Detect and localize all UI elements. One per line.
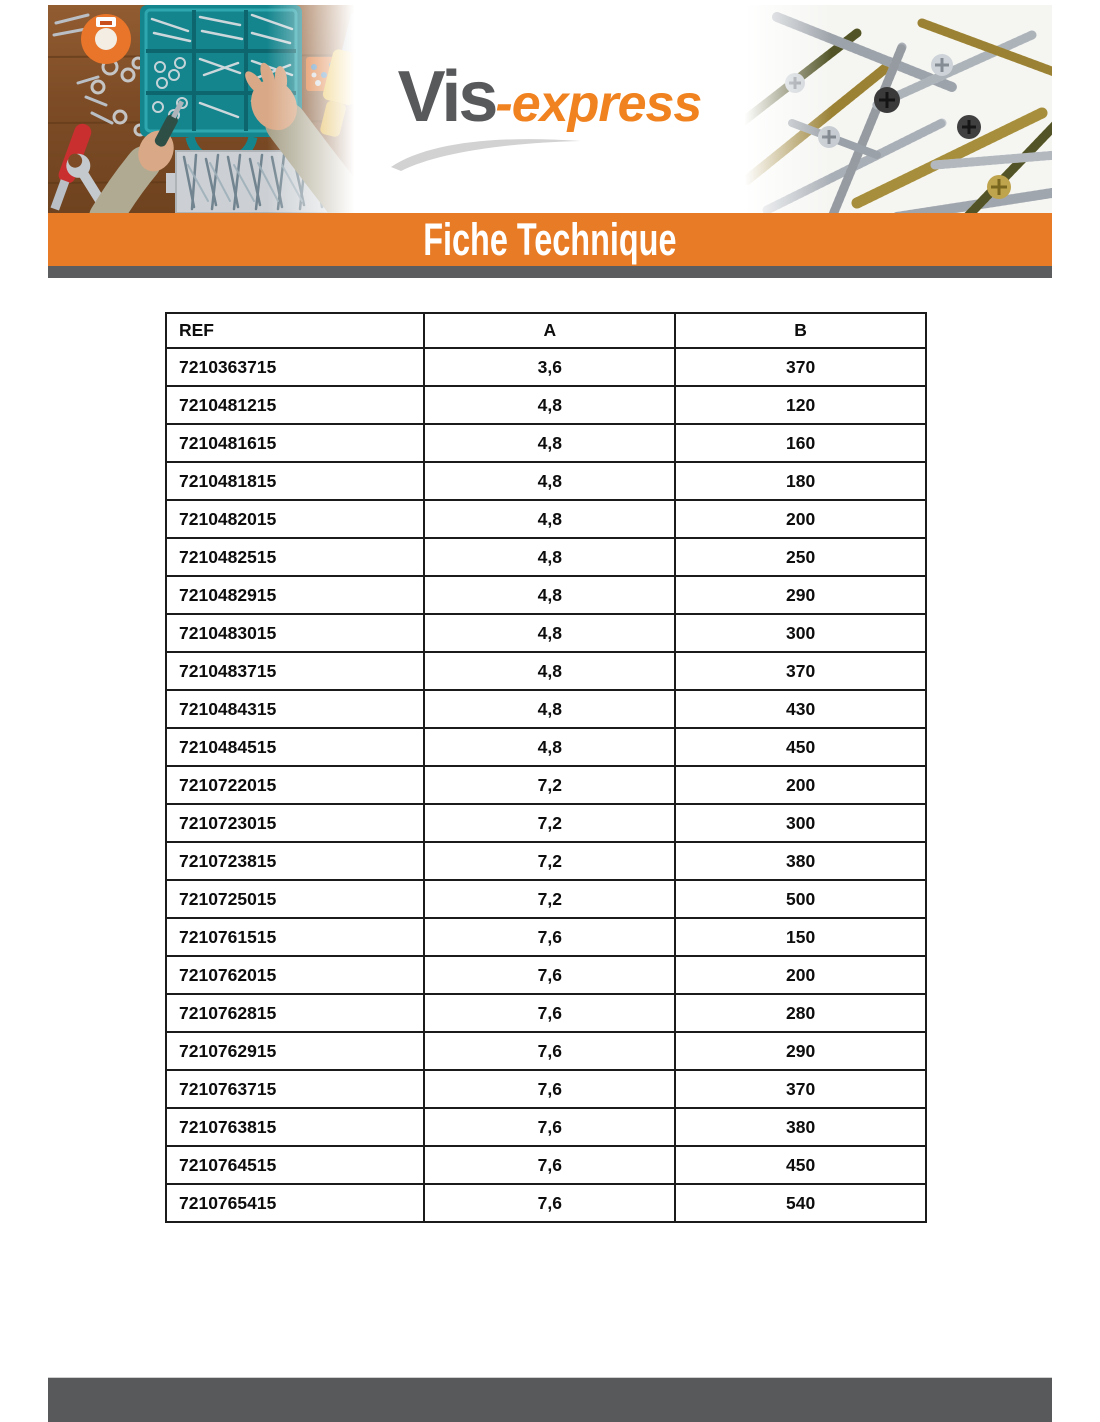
photo-fade [737, 5, 832, 213]
ref-cell: 7210484315 [166, 690, 424, 728]
b-cell: 150 [675, 918, 926, 956]
a-cell: 4,8 [424, 728, 675, 766]
b-cell: 370 [675, 652, 926, 690]
photo-fade [267, 5, 362, 213]
a-cell: 7,2 [424, 804, 675, 842]
page-title: Fiche Technique [423, 214, 677, 265]
ref-cell: 7210763715 [166, 1070, 424, 1108]
footer-bar [48, 1377, 1052, 1422]
table-row [166, 956, 926, 994]
b-cell: 370 [675, 1070, 926, 1108]
b-cell: 450 [675, 728, 926, 766]
column-header-b: B [675, 313, 926, 348]
spec-table [165, 312, 927, 1223]
a-cell: 4,8 [424, 690, 675, 728]
a-cell: 4,8 [424, 652, 675, 690]
ref-cell: 7210483715 [166, 652, 424, 690]
ref-cell: 7210484515 [166, 728, 424, 766]
ref-cell: 7210723015 [166, 804, 424, 842]
b-cell: 540 [675, 1184, 926, 1222]
b-cell: 250 [675, 538, 926, 576]
a-cell: 4,8 [424, 500, 675, 538]
workbench-photo [48, 5, 362, 213]
ref-cell: 7210483015 [166, 614, 424, 652]
b-cell: 370 [675, 348, 926, 386]
a-cell: 7,6 [424, 994, 675, 1032]
ref-cell: 7210762815 [166, 994, 424, 1032]
table-row [166, 652, 926, 690]
a-cell: 7,6 [424, 1108, 675, 1146]
a-cell: 3,6 [424, 348, 675, 386]
table-row [166, 614, 926, 652]
b-cell: 180 [675, 462, 926, 500]
b-cell: 160 [675, 424, 926, 462]
table-row [166, 386, 926, 424]
b-cell: 300 [675, 804, 926, 842]
a-cell: 7,2 [424, 842, 675, 880]
b-cell: 200 [675, 500, 926, 538]
ref-cell: 7210762915 [166, 1032, 424, 1070]
table-row [166, 766, 926, 804]
table-row [166, 1032, 926, 1070]
a-cell: 4,8 [424, 614, 675, 652]
table-row [166, 538, 926, 576]
ref-cell: 7210763815 [166, 1108, 424, 1146]
b-cell: 290 [675, 1032, 926, 1070]
ref-cell: 7210482015 [166, 500, 424, 538]
table-row [166, 1184, 926, 1222]
table-row [166, 576, 926, 614]
table-row [166, 1108, 926, 1146]
b-cell: 430 [675, 690, 926, 728]
ref-cell: 7210482915 [166, 576, 424, 614]
b-cell: 500 [675, 880, 926, 918]
b-cell: 280 [675, 994, 926, 1032]
a-cell: 7,2 [424, 766, 675, 804]
ref-cell: 7210765415 [166, 1184, 424, 1222]
b-cell: 450 [675, 1146, 926, 1184]
ref-cell: 7210481615 [166, 424, 424, 462]
table-row [166, 918, 926, 956]
b-cell: 200 [675, 766, 926, 804]
logo-text-vis: Vis [397, 57, 496, 137]
ref-cell: 7210363715 [166, 348, 424, 386]
ref-cell: 7210481815 [166, 462, 424, 500]
banner-underline-bar [48, 266, 1052, 278]
ref-cell: 7210762015 [166, 956, 424, 994]
ref-cell: 7210764515 [166, 1146, 424, 1184]
table-row [166, 690, 926, 728]
screws-photo [737, 5, 1052, 213]
a-cell: 7,2 [424, 880, 675, 918]
table-header-row [166, 313, 926, 348]
table-row [166, 1146, 926, 1184]
a-cell: 4,8 [424, 462, 675, 500]
a-cell: 7,6 [424, 1184, 675, 1222]
b-cell: 380 [675, 1108, 926, 1146]
table-row [166, 1070, 926, 1108]
table-row [166, 880, 926, 918]
a-cell: 4,8 [424, 576, 675, 614]
a-cell: 4,8 [424, 424, 675, 462]
b-cell: 200 [675, 956, 926, 994]
ref-cell: 7210482515 [166, 538, 424, 576]
ref-cell: 7210722015 [166, 766, 424, 804]
ref-cell: 7210723815 [166, 842, 424, 880]
column-header-ref: REF [166, 313, 424, 348]
ref-cell: 7210761515 [166, 918, 424, 956]
table-row [166, 728, 926, 766]
ref-cell: 7210481215 [166, 386, 424, 424]
table-row [166, 500, 926, 538]
b-cell: 290 [675, 576, 926, 614]
logo-swoosh [385, 133, 590, 171]
a-cell: 7,6 [424, 1032, 675, 1070]
b-cell: 300 [675, 614, 926, 652]
a-cell: 7,6 [424, 956, 675, 994]
table-row [166, 348, 926, 386]
table-row [166, 462, 926, 500]
column-header-a: A [424, 313, 675, 348]
a-cell: 4,8 [424, 538, 675, 576]
a-cell: 7,6 [424, 1146, 675, 1184]
table-row [166, 842, 926, 880]
a-cell: 7,6 [424, 1070, 675, 1108]
table-row [166, 804, 926, 842]
header [48, 5, 1052, 213]
b-cell: 380 [675, 842, 926, 880]
brand-logo [362, 5, 737, 213]
b-cell: 120 [675, 386, 926, 424]
a-cell: 4,8 [424, 386, 675, 424]
table-row [166, 424, 926, 462]
logo-text [397, 57, 702, 137]
ref-cell: 7210725015 [166, 880, 424, 918]
logo-text-express: -express [495, 75, 702, 133]
table-row [166, 994, 926, 1032]
a-cell: 7,6 [424, 918, 675, 956]
title-banner [48, 213, 1052, 266]
